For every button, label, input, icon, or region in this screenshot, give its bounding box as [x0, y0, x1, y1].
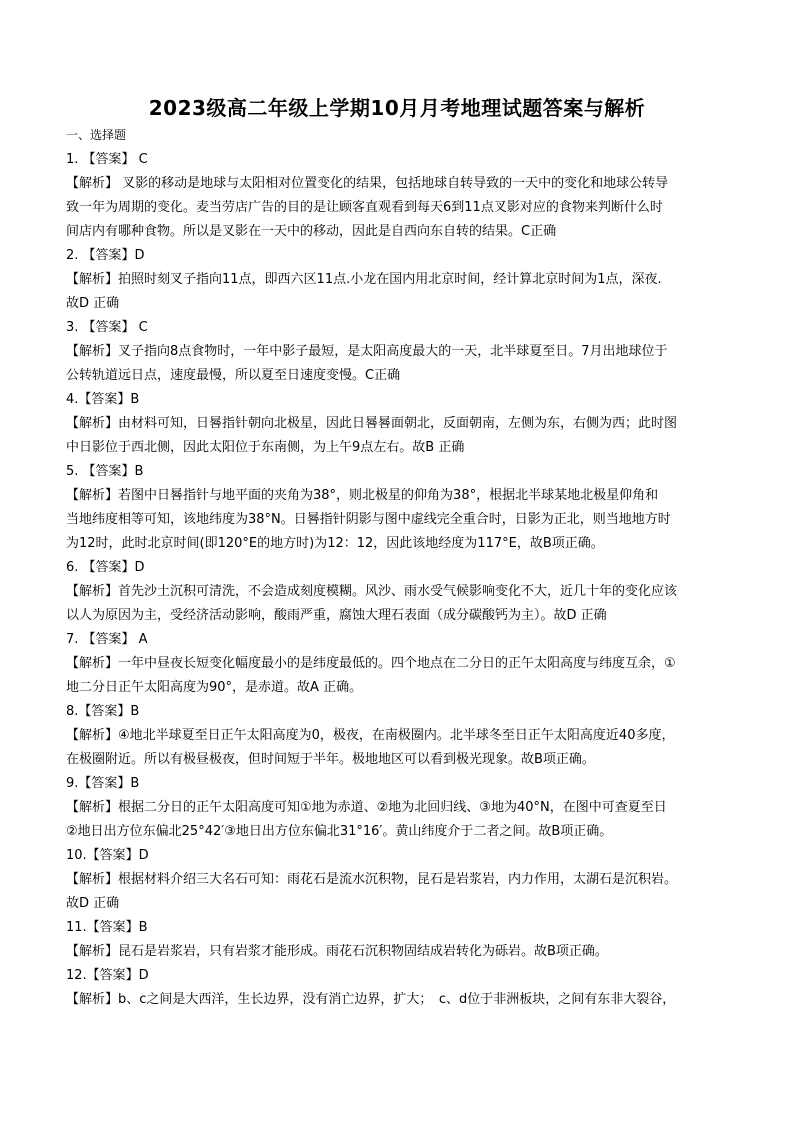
text-line: 9.【答案】B: [66, 776, 140, 791]
text-line: 地二分日正午太阳高度为90°，是赤道。故A 正确。: [66, 680, 363, 695]
text-line: 【解析】叉子指向8点食物时，一年中影子最短，是太阳高度最大的一天，北半球夏至日。7月出地球位于: [66, 344, 668, 359]
text-line: 2. 【答案】D: [66, 248, 145, 263]
text-line: 【解析】b、c之间是大西洋，生长边界，没有消亡边界，扩大； c、d位于非洲板块，之间有东非大裂谷，: [66, 992, 676, 1007]
text-line: 中日影位于西北侧，因此太阳位于东南侧，为上午9点左右。故B 正确: [66, 440, 465, 455]
text-line: 10.【答案】D: [66, 848, 149, 863]
text-line: 故D 正确: [66, 296, 120, 311]
text-line: ②地日出方位东偏北25°42′③地日出方位东偏北31°16′。黄山纬度介于二者之间。故B项正确。: [66, 824, 613, 839]
page-title: 2023级高二年级上学期10月月考地理试题答案与解析: [148, 96, 646, 120]
text-line: 3. 【答案】 C: [66, 320, 148, 335]
text-line: 【解析】拍照时刻叉子指向11点，即西六区11点.小龙在国内用北京时间，经计算北京时间为1点，深夜.: [66, 272, 662, 287]
text-line: 【解析】一年中昼夜长短变化幅度最小的是纬度最低的。四个地点在二分日的正午太阳高度与纬度互余，①: [66, 656, 676, 671]
text-line: 7. 【答案】 A: [66, 632, 148, 647]
text-line: 12.【答案】D: [66, 968, 149, 983]
text-line: 【解析】首先沙土沉积可清洗，不会造成刻度模糊。风沙、雨水受气候影响变化不大，近几十年的变化应该: [66, 584, 678, 599]
text-line: 【解析】若图中日晷指针与地平面的夹角为38°，则北极星的仰角为38°，根据北半球某地北极星仰角和: [66, 488, 659, 503]
text-line: 8.【答案】B: [66, 704, 140, 719]
text-line: 公转轨道远日点，速度最慢，所以夏至日速度变慢。C正确: [66, 368, 401, 383]
answer-content: [66, 148, 726, 1012]
text-line: 【解析】昆石是岩浆岩，只有岩浆才能形成。雨花石沉积物固结成岩转化为砾岩。故B项正确。: [66, 944, 608, 959]
text-line: 为12时，此时北京时间(即120°E的地方时)为12：12，因此该地经度为117°E，故B项正确。: [66, 536, 604, 551]
text-line: 5. 【答案】B: [66, 464, 144, 479]
text-line: 间店内有哪种食物。所以是叉影在一天中的移动，因此是自西向东自转的结果。C正确: [66, 224, 557, 239]
text-line: 在极圈附近。所以有极昼极夜，但时间短于半年。极地地区可以看到极光现象。故B项正确。: [66, 752, 595, 767]
text-line: 【解析】 叉影的移动是地球与太阳相对位置变化的结果，包括地球自转导致的一天中的变化和地球公转导: [66, 176, 669, 191]
text-line: 当地纬度相等可知，该地纬度为38°N。日晷指针阴影与图中虚线完全重合时，日影为正北，则当地地方时: [66, 512, 671, 527]
text-line: 6. 【答案】D: [66, 560, 145, 575]
text-line: 【解析】根据二分日的正午太阳高度可知①地为赤道、②地为北回归线、③地为40°N，在图中可查夏至日: [66, 800, 667, 815]
text-line: 【解析】根据材料介绍三大名石可知：雨花石是流水沉积物，昆石是岩浆岩，内力作用，太湖石是沉积岩。: [66, 872, 678, 887]
text-line: 4.【答案】B: [66, 392, 140, 407]
text-line: 【解析】由材料可知，日晷指针朝向北极星，因此日晷晷面朝北，反面朝南，左侧为东，右侧为西；此时图: [66, 416, 678, 431]
text-line: 11.【答案】B: [66, 920, 148, 935]
text-line: 故D 正确: [66, 896, 120, 911]
text-line: 1. 【答案】 C: [66, 152, 148, 167]
text-line: 致一年为周期的变化。麦当劳店广告的目的是让顾客直观看到每天6到11点叉影对应的食物来判断什么时: [66, 200, 663, 215]
text-line: 以人为原因为主，受经济活动影响，酸雨严重，腐蚀大理石表面（成分碳酸钙为主）。故D 正确: [66, 608, 607, 623]
section-heading: 一、选择题: [66, 128, 127, 142]
text-line: 【解析】④地北半球夏至日正午太阳高度为0，极夜，在南极圈内。北半球冬至日正午太阳高度近40多度，: [66, 728, 675, 743]
